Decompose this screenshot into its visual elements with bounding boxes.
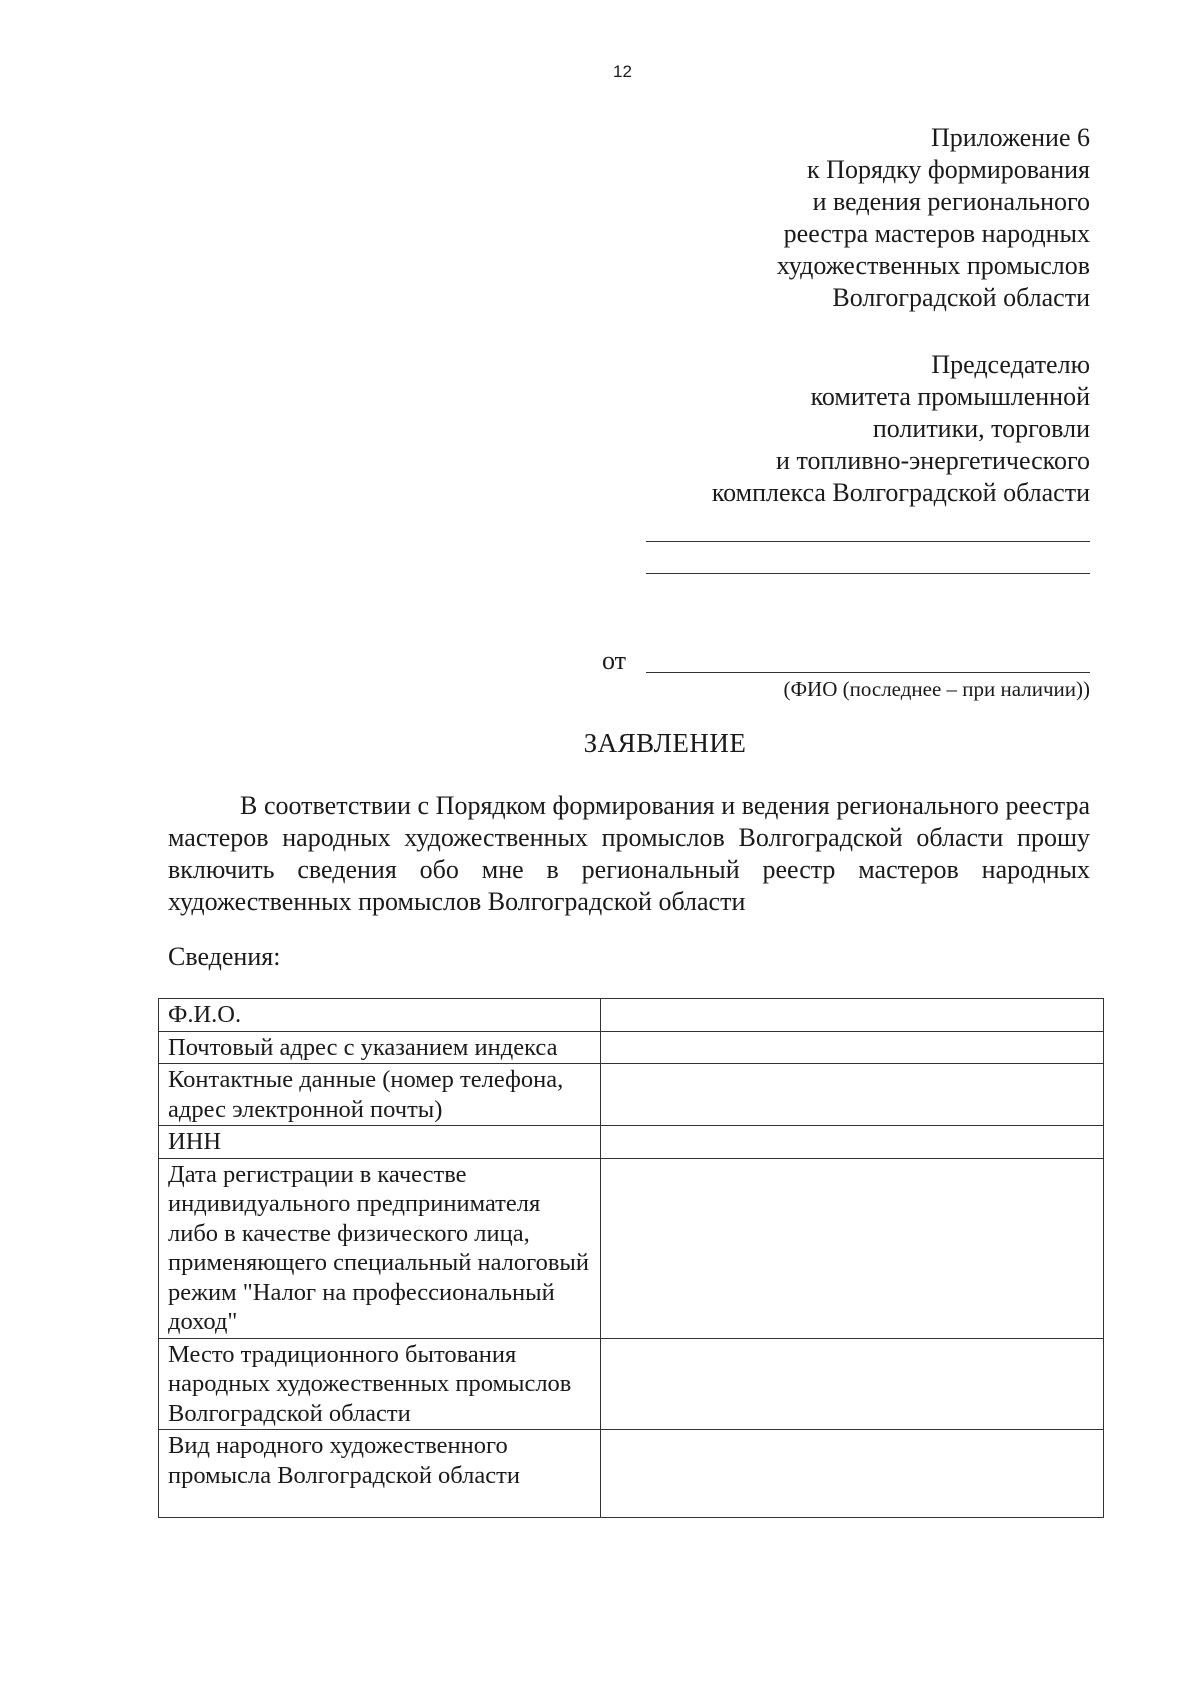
table-row-label: Почтовый адрес с указанием индекса — [159, 1031, 601, 1064]
table-row — [159, 1064, 1104, 1126]
table-row-label: Ф.И.О. — [159, 999, 601, 1032]
table-row-label: Вид народного художественного промысла Волгоградской области — [159, 1430, 601, 1518]
addressee-line: политики, торговли — [872, 414, 1090, 443]
table-row — [159, 1126, 1104, 1159]
table-row-value-field[interactable] — [601, 1031, 1104, 1064]
table-row — [159, 1338, 1104, 1430]
addressee-line: и топливно-энергетического — [776, 446, 1090, 475]
table-row-label: Место традиционного бытования народных художественных промыслов Волгоградской области — [159, 1338, 601, 1430]
fio-caption: (ФИО (последнее – при наличии)) — [783, 677, 1090, 701]
appendix-line: Приложение 6 — [930, 123, 1090, 152]
appendix-line: реестра мастеров народных — [783, 219, 1090, 248]
application-body-text: В соответствии с Порядком формирования и ведения регионального реестра мастеров народных художественных промыслов Волгоградской области прошу включить сведения обо мне в региональный реестр мастеров народных художественных промыслов Волгоградской области — [168, 791, 1090, 916]
appendix-line: и ведения регионального — [812, 187, 1090, 216]
addressee-line: комплекса Волгоградской области — [711, 478, 1090, 507]
info-table — [158, 998, 1104, 1518]
table-row-value-field[interactable] — [601, 999, 1104, 1032]
table-row-value-field[interactable] — [601, 1126, 1104, 1159]
addressee-line: комитета промышленной — [810, 382, 1090, 411]
table-row-label: ИНН — [159, 1126, 601, 1159]
table-row-value-field[interactable] — [601, 1064, 1104, 1126]
table-row-value-field[interactable] — [601, 1338, 1104, 1430]
appendix-line: Волгоградской области — [832, 283, 1090, 312]
appendix-line: художественных промыслов — [776, 251, 1090, 280]
table-row-label: Дата регистрации в качестве индивидуального предпринимателя либо в качестве физического лица, применяющего специальный налоговый режим "Налог на профессиональный доход" — [159, 1158, 601, 1338]
info-section-label: Сведения: — [168, 942, 281, 971]
document-title: ЗАЯВЛЕНИЕ — [583, 728, 747, 758]
appendix-header — [777, 122, 1090, 314]
table-row — [159, 1430, 1104, 1518]
addressee-blank-line-1[interactable] — [646, 541, 1090, 542]
table-row-label: Контактные данные (номер телефона, адрес электронной почты) — [159, 1064, 601, 1126]
table-row-value-field[interactable] — [601, 1158, 1104, 1338]
addressee-block — [712, 349, 1090, 509]
table-row — [159, 1158, 1104, 1338]
appendix-line: к Порядку формирования — [807, 155, 1090, 184]
from-label: от — [602, 646, 627, 675]
addressee-blank-line-2[interactable] — [646, 573, 1090, 574]
table-row — [159, 1031, 1104, 1064]
table-row-value-field[interactable] — [601, 1430, 1104, 1518]
table-row — [159, 999, 1104, 1032]
addressee-line: Председателю — [931, 350, 1090, 379]
page-number: 12 — [613, 62, 632, 81]
from-fio-blank-line[interactable] — [646, 672, 1090, 673]
